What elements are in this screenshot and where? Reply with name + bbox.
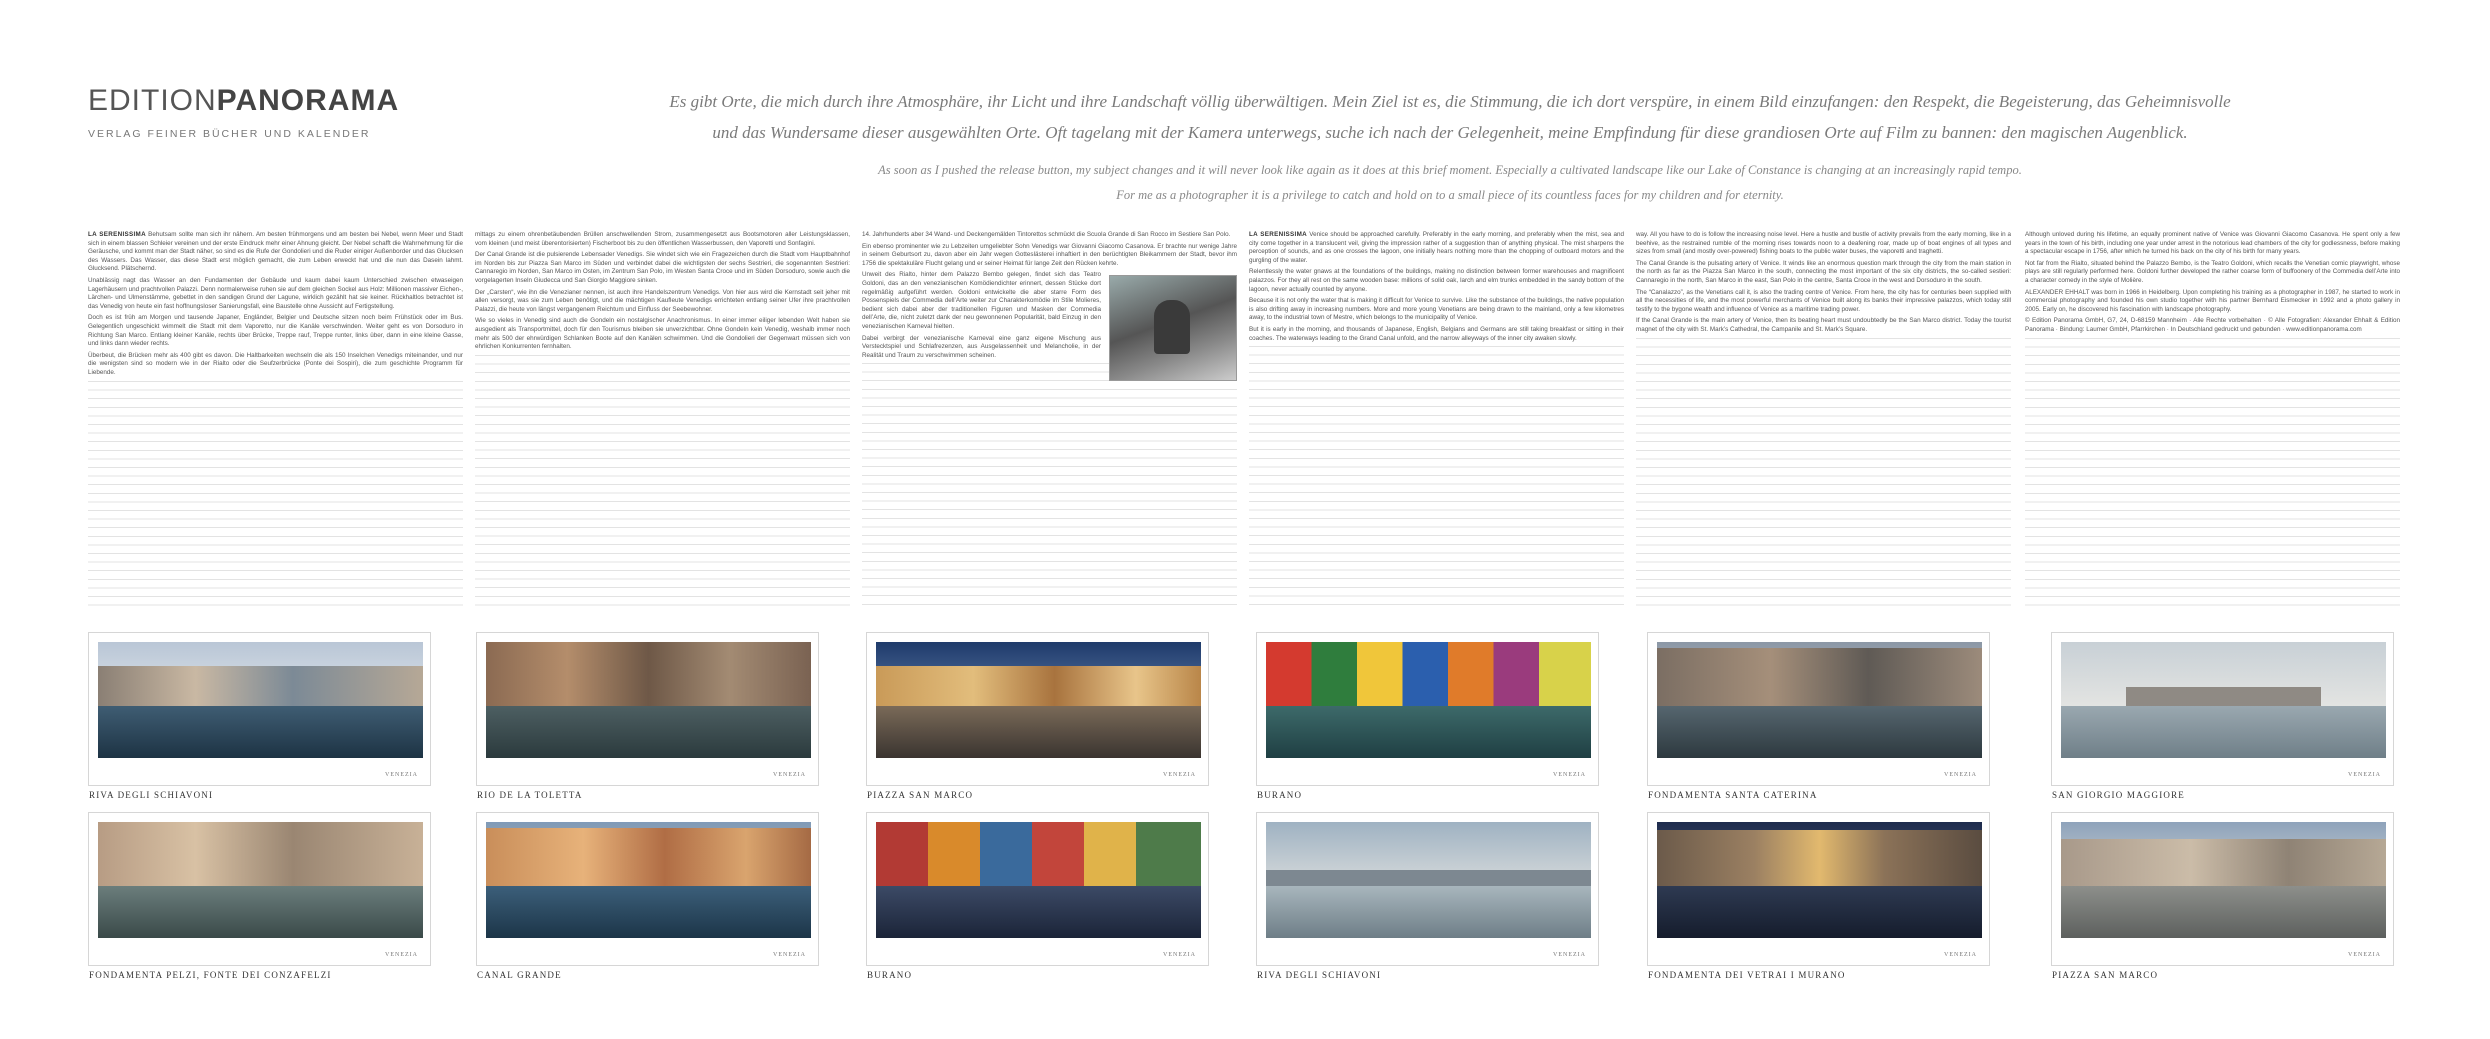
panorama-photo	[1266, 822, 1591, 938]
column-paragraph: way. All you have to do is follow the increasing noise level. Here a hustle and bustle of activity prevails from the early morning, like in a beehive, as the restrained rumble of the morning rises towards noon to a deafening roar, made up of boat engines of all types and sizes from small (and mostly over-powered) fishing boats to the public water buses, the vaporetti and traghetti.	[1636, 231, 2011, 256]
photo-caption: PIAZZA SAN MARCO	[2052, 970, 2159, 980]
column-paragraph: Doch es ist früh am Morgen und tausende Japaner, Engländer, Belgier und Deutsche sitzen noch beim Frühstück oder im Bus. Gelegentlich ungeschickt wimmelt die Stadt mit dem Vaporetto, nur die Kanäle verschwinden. Weiter geht es von Dorsoduro in Richtung San Marco. Entlang kleiner Kanäle, rechts über Brücke, Treppe rauf, Treppe runter, links über, dann in eine kleine Gasse, und links dann wieder rechts.	[88, 314, 463, 348]
photo-brandmark: VENEZIA	[385, 772, 418, 778]
panorama-photo	[1657, 642, 1982, 758]
column-paragraph: But it is early in the morning, and thousands of Japanese, English, Belgians and Germans are still taking breakfast or sitting in their coaches. The waterways leading to the Grand Canal unfold, and the narrow alleyways of the inner city awaken slowly.	[1249, 325, 1624, 342]
intro-german-line-1: Es gibt Orte, die mich durch ihre Atmosphäre, ihr Licht und ihre Landschaft völlig überwältigen. Mein Ziel ist es, die Stimmung, die ich dort verspüre, in einem Bild einzufangen: den Respekt, die Begeisterung, das Geheimnisvolle	[669, 92, 2231, 111]
column-paragraph: Not far from the Rialto, situated behind the Palazzo Bembo, is the Teatro Goldoni, which recalls the Venetian comic playwright, whose plays are still regularly performed here. Goldoni further developed the rather coarse form of buffoonery of the Commedia dell’Arte into a character comedy in the style of Molière.	[2025, 259, 2400, 284]
photo-caption: FONDAMENTA SANTA CATERINA	[1648, 790, 1818, 800]
panorama-photo	[876, 822, 1201, 938]
photo-caption: FONDAMENTA PELZI, FONTE DEI CONZAFELZI	[89, 970, 332, 980]
photo-brandmark: VENEZIA	[1163, 772, 1196, 778]
brand-name-light: EDITION	[88, 84, 217, 117]
photo-caption: RIVA DEGLI SCHIAVONI	[1257, 970, 1382, 980]
column-paragraph: The Canal Grande is the pulsating artery of Venice. It winds like an enormous question mark through the city from the main station in the north as far as the Piazza San Marco in the south, connecting the most important of the six city districts, the so-called sestieri: Cannaregio in the north, San Marco in the east, San Polo in the centre, Santa Croce in the west and Dorsoduro in the south.	[1636, 259, 2011, 284]
text-column-4	[1249, 231, 1624, 611]
text-column-5	[1636, 231, 2011, 611]
photo-brandmark: VENEZIA	[2348, 952, 2381, 958]
column-lead: LA SERENISSIMA	[88, 231, 146, 238]
photographer-portrait	[1109, 275, 1237, 381]
photo-caption: FONDAMENTA DEI VETRAI I MURANO	[1648, 970, 1846, 980]
photo-brandmark: VENEZIA	[1553, 772, 1586, 778]
photo-caption: RIO DE LA TOLETTA	[477, 790, 583, 800]
column-paragraph: Überbeut, die Brücken mehr als 400 gibt es davon. Die Haltbarkeiten wechseln die als 150 Inselchen Venedigs miteinander, und nur die wenigsten sind so modern wie in der Rialto oder die Seufzerbrücke (Ponte dei Sospiri), die zum geschichte Programm für Liebende.	[88, 351, 463, 376]
brand-name-bold: PANORAMA	[216, 84, 400, 117]
panorama-photo	[2061, 822, 2386, 938]
photo-card[interactable]	[2051, 812, 2394, 966]
panorama-photo	[486, 822, 811, 938]
text-column-3	[862, 231, 1237, 611]
photo-card[interactable]	[88, 632, 431, 786]
photo-brandmark: VENEZIA	[1163, 952, 1196, 958]
text-filler	[475, 355, 850, 611]
photo-caption: CANAL GRANDE	[477, 970, 562, 980]
photo-brandmark: VENEZIA	[1553, 952, 1586, 958]
text-filler	[1636, 338, 2011, 611]
column-paragraph: Der „Carsten“, wie ihn die Venezianer nennen, ist auch ihre Handelszentrum Venedigs. Von hier aus wird die Kernstadt seit jeher mit allen versorgt, was sie zum Leben benötigt, und die mächtigen Kaufleute Venedigs errichteten entlang seiner Ufer ihre prachtvollen Palazzi, die heute von längst vergangenem Reichtum und Einfluss der Seebewohner.	[475, 288, 850, 313]
photo-brandmark: VENEZIA	[1944, 952, 1977, 958]
brand-name	[88, 84, 418, 118]
panorama-photo	[876, 642, 1201, 758]
intro-german	[455, 86, 2445, 148]
photo-card[interactable]	[476, 632, 819, 786]
panorama-photo	[2061, 642, 2386, 758]
text-columns	[88, 231, 2400, 611]
text-filler	[2025, 338, 2400, 611]
photo-card[interactable]	[866, 812, 1209, 966]
intro-english-line-1: As soon as I pushed the release button, my subject changes and it will never look like again as it does at this brief moment. Especially a cultivated landscape like our Lake of Constance is changing at an increasingly rapid tempo.	[878, 163, 2022, 177]
photo-card[interactable]	[1256, 632, 1599, 786]
column-paragraph: ALEXANDER EHHALT was born in 1966 in Heidelberg. Upon completing his training as a photographer in 1987, he started to work in commercial photography and founded his own studio together with his partner Bernhard Eismecker in 1992 and a photo gallery in 2005. Early on, he discovered his fascination with landscape photography.	[2025, 288, 2400, 313]
text-column-2	[475, 231, 850, 611]
column-paragraph: © Edition Panorama GmbH, G7, 24, D-68159 Mannheim · Alle Rechte vorbehalten · © Alle Fotografien: Alexander Ehhalt & Edition Panorama · Bindung: Laumer GmbH, Pfarrkirchen · In Deutschland gedruckt und gebunden · www.editionpanorama.com	[2025, 317, 2400, 333]
panorama-photo	[98, 642, 423, 758]
text-filler	[1249, 346, 1624, 611]
column-paragraph: Wie so vieles in Venedig sind auch die Gondeln ein nostalgischer Anachronismus. In einer immer eiliger lebenden Welt haben sie ausgedient als Transportmittel, doch für den Tourismus bleiben sie unverzichtbar. Ohne Gondeln kein Venedig, weshalb immer noch mehr als 500 der ehrwürdigen Schlanken Boote auf den Kanälen schwimmen. Und die Gondolieri der Gegenwart müssen sich von ehrlichen Konkurrenten fernhalten.	[475, 317, 850, 351]
text-column-1	[88, 231, 463, 611]
photo-brandmark: VENEZIA	[385, 952, 418, 958]
photo-brandmark: VENEZIA	[773, 952, 806, 958]
photo-caption: BURANO	[867, 970, 913, 980]
column-paragraph: Dabei verbirgt der venezianische Karneval eine ganz eigene Mischung aus Verstecktspiel und Schlafrezenzen, aus Ausgelassenheit und Melancholie, in der Realität und Traum zu verschwimmen scheinen.	[862, 334, 1101, 359]
intro-quote	[455, 86, 2445, 208]
photo-brandmark: VENEZIA	[773, 772, 806, 778]
photo-card[interactable]	[2051, 632, 2394, 786]
photo-card[interactable]	[1256, 812, 1599, 966]
photo-caption: SAN GIORGIO MAGGIORE	[2052, 790, 2185, 800]
column-paragraph: Because it is not only the water that is making it difficult for Venice to survive. Like the substance of the buildings, the native population is also drifting away in increasing numbers. More and more young Venetians are being drawn to the mainland, only a few kilometres away, to the industrial town of Mestre, which belongs to the municipality of Venice.	[1249, 297, 1624, 322]
text-column-6	[2025, 231, 2400, 611]
text-filler	[862, 363, 1237, 611]
photo-card[interactable]	[1647, 632, 1990, 786]
column-paragraph: Unablässig nagt das Wasser an den Fundamenten der Gebäude und kaum dabei kaum Unterschied zwischen etwaseigen Lagerhäusern und prachtvollen Palazzi. Denn normalerweise ruhen sie auf dem gleichen Sockel aus Holz: Millionen massiver Eichen-, Lärchen- und Ulmenstämme, gebettet in den sandigen Grund der Lagune, wirklich gezählt hat sie keiner. Rückhaltlos betrachtet ist das Venedig von heute ein fast hoffnungsloser Sanierungsfall, eine Baustelle ohne Aussicht auf Fertigstellung.	[88, 276, 463, 310]
column-paragraph: Behutsam sollte man sich ihr nähern. Am besten frühmorgens und am besten bei Nebel, wenn Meer und Stadt sich in einem blassen Schleier vereinen und der erste Eindruck mehr einer Ahnung gleicht. Der Nebel schafft die Wahrnehmung für die Geräusche, und kommt man der Stadt näher, so sind es die Rufe der Gondolieri und die Ruder einiger Außenborder und das Glucksen des Wassers. Das Wasser, das diese Stadt erst möglich gemacht, die zum Leben erweckt hat und die nun das Dasein lahmt. Glucksend. Plätschernd.	[88, 231, 463, 273]
column-paragraph: mittags zu einem ohrenbetäubenden Brüllen anschwellenden Strom, zusammengesetzt aus Bootsmotoren aller Leistungsklassen, vom kleinen (und meist überentorisierten) Fischerboot bis zu den öffentlichen Wasserbussen, den Vaporetti und Sonfagini.	[475, 231, 850, 247]
column-paragraph: Relentlessly the water gnaws at the foundations of the buildings, making no distinction between former warehouses and magnificent palazzos. For they all rest on the same wooden base: millions of solid oak, larch and elm trunks embedded in the sandy bottom of the lagoon, never actually counted by anyone.	[1249, 268, 1624, 293]
photo-brandmark: VENEZIA	[2348, 772, 2381, 778]
intro-english-line-2: For me as a photographer it is a privilege to catch and hold on to a small piece of its countless faces for my children and for eternity.	[1116, 188, 1784, 202]
panorama-photo	[1657, 822, 1982, 938]
photo-card[interactable]	[476, 812, 819, 966]
photo-caption: PIAZZA SAN MARCO	[867, 790, 974, 800]
column-paragraph: Although unloved during his lifetime, an equally prominent native of Venice was Giovanni Giacomo Casanova. He spent only a few years in the town of his birth, including one year under arrest in the notorious lead chambers of the city for godlessness, before making a spectacular escape in 1756, after which he turned his back on the city of his birth for many years.	[2025, 231, 2400, 256]
column-paragraph: Unweit des Rialto, hinter dem Palazzo Bembo gelegen, findet sich das Teatro Goldoni, das an den venezianischen Komödiendichter erinnert, dessen Stücke dort regelmäßig aufgeführt werden. Goldoni entwickelte die aber starre Form des Possenspiels der Commedia dell’Arte weiter zur Charakterkomödie im Stile Molieres, bedient sich dabei aber der traditionellen Figuren und Masken der Commedia dell’Arte, die, nicht zuletzt dank der neu gewonnenen Popularität, bald Einzug in den venezianischen Karneval hielten.	[862, 271, 1101, 330]
brand-logo	[88, 84, 418, 140]
photo-card[interactable]	[1647, 812, 1990, 966]
column-paragraph: 14. Jahrhunderts aber 34 Wand- und Deckengemälden Tintorettos schmückt die Scuola Grande di San Rocco im Sestiere San Polo.	[862, 231, 1231, 238]
column-paragraph: Venice should be approached carefully. Preferably in the early morning, and preferably when the mist, sea and city come together in a translucent veil, giving the impression rather of a suggestion than of anything physical. The mist sharpens the perception of sounds, and as one crosses the lagoon, one initially hears nothing more than the chopping of outboard motors and the gurgling of the water.	[1249, 231, 1624, 264]
photo-caption: BURANO	[1257, 790, 1303, 800]
text-filler	[88, 381, 463, 612]
column-paragraph: The “Canalazzo”, as the Venetians call it, is also the trading centre of Venice. From here, the city has for centuries been supplied with all the necessities of life, and the most powerful merchants of Venice built along its banks their impressive palazzos, which today still testify to the bygone wealth and influence of Venice as a maritime trading power.	[1636, 288, 2011, 313]
panorama-photo	[98, 822, 423, 938]
column-lead: LA SERENISSIMA	[1249, 231, 1307, 238]
photo-brandmark: VENEZIA	[1944, 772, 1977, 778]
photo-card[interactable]	[866, 632, 1209, 786]
column-paragraph: Ein ebenso prominenter wie zu Lebzeiten umgeliebter Sohn Venedigs war Giovanni Giacomo Casanova. Er brachte nur wenige Jahre in seinem Geburtsort zu, davon aber ein Jahr wegen Gotteslästerei inhaftiert in den berüchtigten Bleikammern der Stadt, bevor ihm 1756 die spektakuläre Flucht gelang und er seiner Heimat für lange Zeit den Rücken kehrte.	[862, 242, 1237, 267]
column-paragraph: If the Canal Grande is the main artery of Venice, then its beating heart must undoubtedly be the San Marco district. Today the tourist magnet of the city with St. Mark’s Cathedral, the Campanile and St. Mark’s Square.	[1636, 317, 2011, 333]
intro-german-line-2: und das Wundersame dieser ausgewählten Orte. Oft tagelang mit der Kamera unterwegs, suche ich nach der Gelegenheit, meine Empfindung für diese grandiosen Orte auf Film zu bannen: den magischen Augenblick.	[712, 123, 2188, 142]
intro-english	[455, 158, 2445, 208]
photo-card[interactable]	[88, 812, 431, 966]
panorama-photo	[1266, 642, 1591, 758]
brand-tagline: VERLAG FEINER BÜCHER UND KALENDER	[88, 128, 371, 140]
panorama-photo	[486, 642, 811, 758]
photo-caption: RIVA DEGLI SCHIAVONI	[89, 790, 214, 800]
column-paragraph: Der Canal Grande ist die pulsierende Lebensader Venedigs. Sie windet sich wie ein Fragezeichen durch die Stadt vom Hauptbahnhof im Norden bis zur Piazza San Marco im Süden und verbindet dabei die wichtigsten der sechs Sestrieri, die sogenannten Sestrieri: Cannaregio im Norden, San Marco im Osten, im Zentrum San Polo, im Westen Santa Croce und im Süden Dorsoduro, sowie auch die vorgelagerten Inseln Giudecca und San Giorgio Maggiore sinken.	[475, 251, 850, 284]
